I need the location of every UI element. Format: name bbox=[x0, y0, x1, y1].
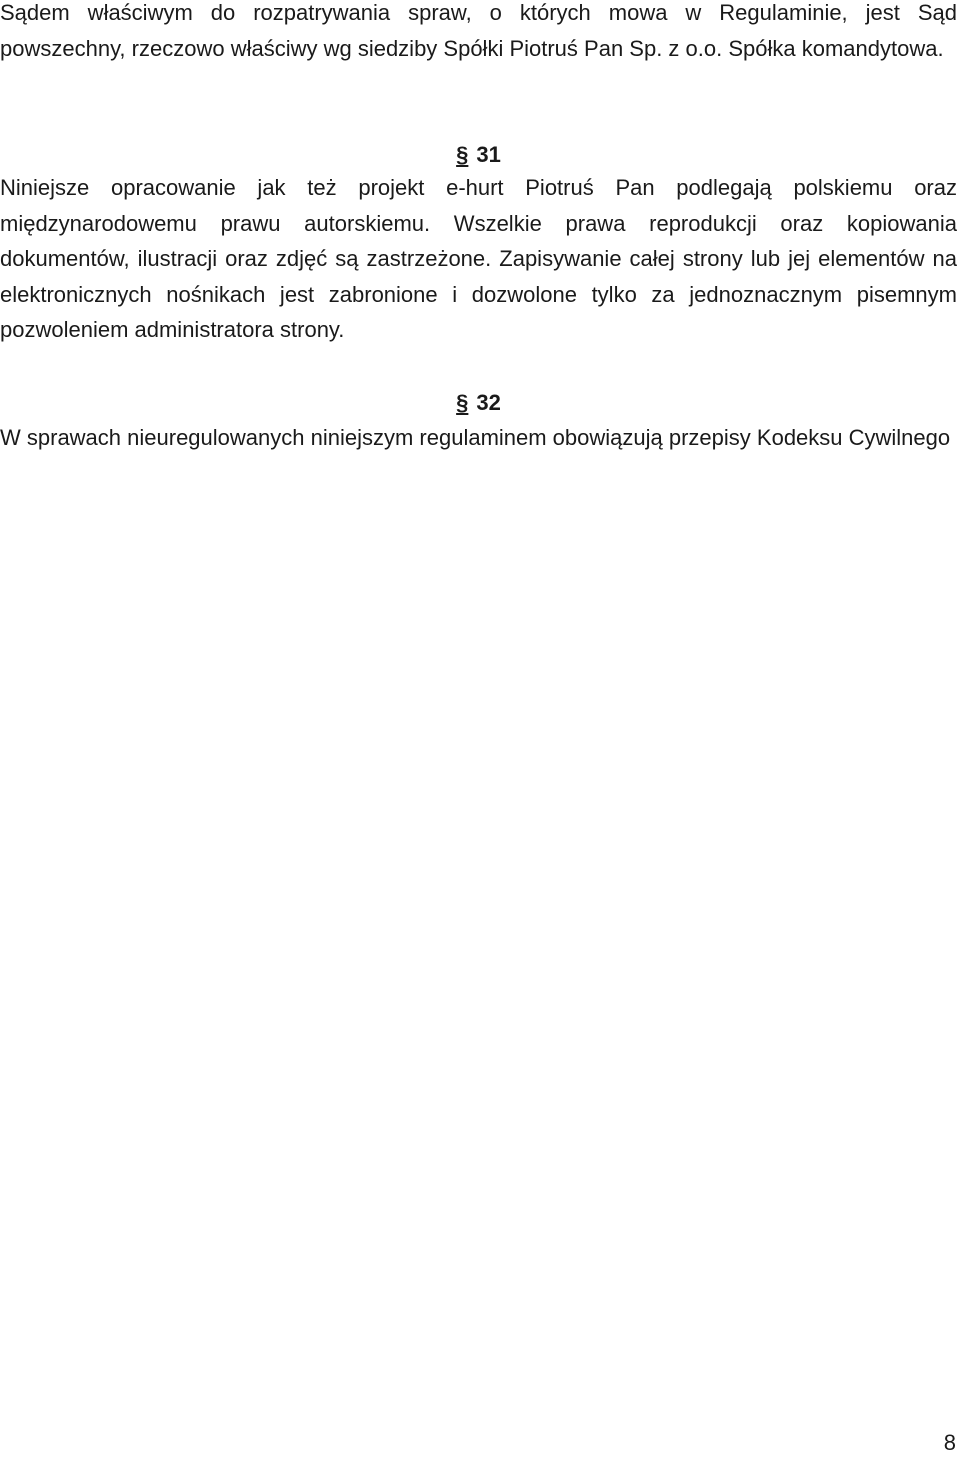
section-symbol: § bbox=[456, 390, 469, 415]
section-number: 31 bbox=[476, 142, 501, 167]
section-31-text: Niniejsze opracowanie jak też projekt e-hurt Piotruś Pan podlegają polskiemu oraz międzynarodowemu prawu autorskiemu. Wszelkie prawa reprodukcji oraz kopiowania dokumentów, ilustracji oraz zdjęć są zastrzeżone. Zapisywanie całej strony lub jej elementów na elektronicznych nośnikach jest zabronione i dozwolone tylko za jednoznacznym pisemnym pozwoleniem administratora strony. bbox=[0, 175, 957, 342]
section-number: 32 bbox=[476, 390, 501, 415]
section-31-heading bbox=[0, 140, 957, 170]
section-32-heading bbox=[0, 388, 957, 418]
section-symbol: § bbox=[456, 142, 469, 167]
paragraph-jurisdiction: Sądem właściwym do rozpatrywania spraw, o których mowa w Regulaminie, jest Sąd powszechny, rzeczowo właściwy wg siedziby Spółki Piotruś Pan Sp. z o.o. Spółka komandytowa. bbox=[0, 0, 957, 61]
page-number: 8 bbox=[943, 1430, 956, 1455]
section-32-text: W sprawach nieuregulowanych niniejszym regulaminem obowiązują przepisy Kodeksu Cywilnego bbox=[0, 425, 951, 450]
